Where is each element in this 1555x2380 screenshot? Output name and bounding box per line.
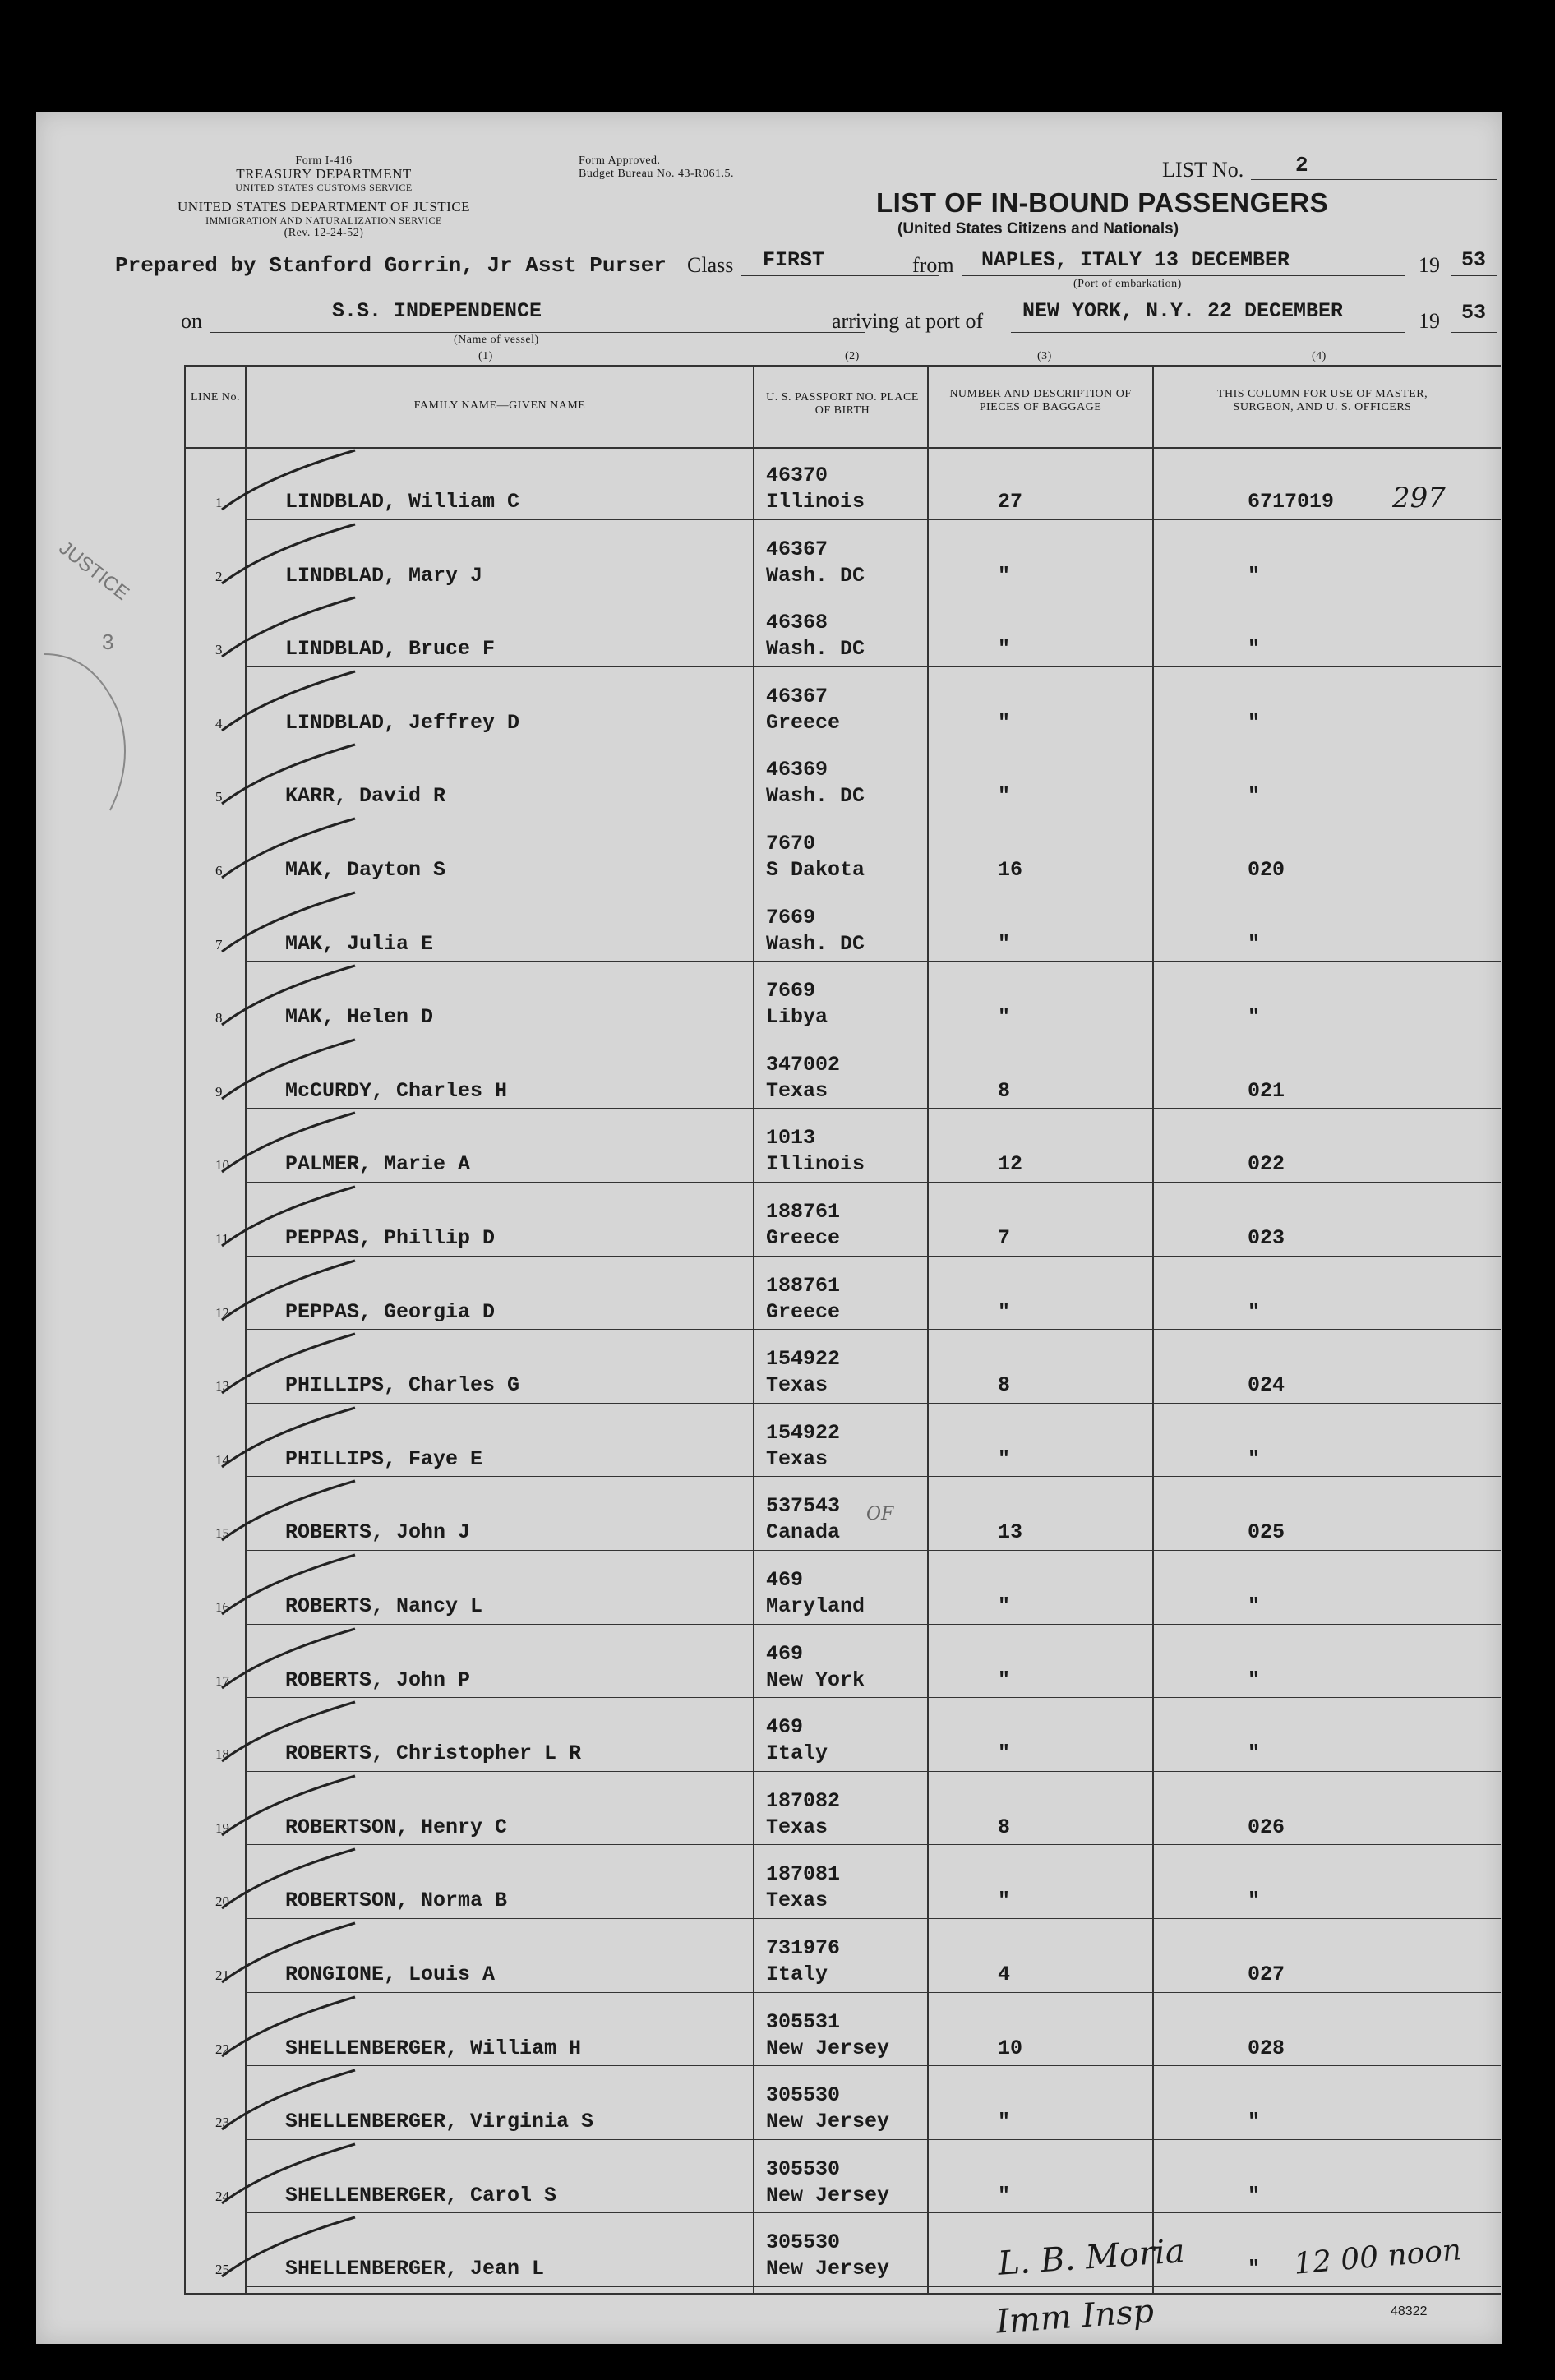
row-rule — [245, 1256, 1501, 1257]
check-mark — [215, 2064, 363, 2138]
baggage-count: " — [998, 1594, 1011, 1618]
immigration-service: IMMIGRATION AND NATURALIZATION SERVICE — [205, 214, 442, 226]
passport-number: 187082 — [766, 1788, 841, 1813]
row-rule — [245, 1844, 1501, 1845]
list-number-label: LIST No. — [1162, 158, 1244, 182]
check-mark — [215, 812, 363, 886]
year-from: 53 — [1461, 248, 1487, 272]
baggage-count: " — [998, 1667, 1011, 1692]
baggage-count: 12 — [998, 1152, 1023, 1177]
table-row — [36, 1921, 1502, 1995]
passport-number: 305530 — [766, 2156, 841, 2181]
vessel-name: S.S. INDEPENDENCE — [332, 299, 542, 323]
form-approved: Form Approved. — [579, 155, 661, 167]
table-row — [36, 1774, 1502, 1848]
passenger-name: ROBERTS, John J — [285, 1520, 471, 1545]
line-number: 14 — [215, 1451, 229, 1468]
officer-column: " — [1248, 710, 1261, 735]
passenger-name: MAK, Julia E — [285, 931, 434, 956]
row-rule — [245, 1992, 1501, 1993]
handwritten-time: 12 00 noon — [1292, 2233, 1463, 2281]
place-of-birth: Maryland — [766, 1594, 865, 1618]
passport-number: 469 — [766, 1715, 804, 1740]
from-port: NAPLES, ITALY 13 DECEMBER — [981, 248, 1290, 272]
header-officers: THIS COLUMN FOR USE OF MASTER, SURGEON, AND U. S. OFFICERS — [1216, 388, 1428, 413]
place-of-birth: Canada — [766, 1520, 841, 1545]
row-rule — [245, 2139, 1501, 2140]
arriving-underline — [1011, 332, 1405, 333]
col-number-3: (3) — [1037, 350, 1052, 362]
table-row — [36, 1406, 1502, 1480]
officer-column: 025 — [1248, 1520, 1285, 1545]
passenger-name: PEPPAS, Georgia D — [285, 1299, 496, 1324]
col-number-1: (1) — [478, 350, 493, 362]
check-mark — [215, 1327, 363, 1401]
passport-number: 347002 — [766, 1052, 841, 1077]
revision-date: (Rev. 12-24-52) — [284, 227, 364, 239]
officer-column: " — [1248, 784, 1261, 809]
passport-number: 537543 — [766, 1494, 841, 1519]
line-number: 24 — [215, 2188, 229, 2204]
officer-column: " — [1248, 1299, 1261, 1324]
place-of-birth: New Jersey — [766, 2183, 890, 2207]
officer-column: 6717019 — [1248, 490, 1335, 514]
line-number: 13 — [215, 1378, 229, 1395]
officer-column: 022 — [1248, 1152, 1285, 1177]
check-mark — [215, 2211, 363, 2285]
passport-number: 469 — [766, 1641, 804, 1666]
row-rule — [245, 2065, 1501, 2066]
line-number: 3 — [215, 642, 223, 658]
vessel-caption: (Name of vessel) — [454, 334, 539, 346]
vessel-underline — [210, 332, 865, 333]
row-rule — [245, 1182, 1501, 1183]
passport-number: 7669 — [766, 905, 816, 929]
year-prefix-arr: 19 — [1419, 309, 1440, 333]
arriving-port: NEW YORK, N.Y. 22 DECEMBER — [1022, 299, 1344, 323]
row-rule — [245, 1550, 1501, 1551]
baggage-count: 4 — [998, 1963, 1011, 1986]
baggage-count: 7 — [998, 1226, 1011, 1250]
baggage-count: 16 — [998, 858, 1023, 882]
check-mark — [215, 665, 363, 739]
table-row — [36, 1479, 1502, 1553]
row-rule — [245, 1108, 1501, 1109]
line-number: 17 — [215, 1672, 229, 1689]
page-title: LIST OF IN-BOUND PASSENGERS — [876, 187, 1329, 218]
table-row — [36, 743, 1502, 817]
table-row — [36, 670, 1502, 744]
officer-column: " — [1248, 1594, 1261, 1618]
place-of-birth: Italy — [766, 1741, 828, 1766]
passport-number: 187081 — [766, 1862, 841, 1887]
line-number: 18 — [215, 1746, 229, 1763]
row-rule — [245, 1403, 1501, 1404]
baggage-count: " — [998, 931, 1011, 956]
line-number: 21 — [215, 1967, 229, 1983]
baggage-count: 27 — [998, 490, 1023, 514]
baggage-count: 8 — [998, 1373, 1011, 1398]
manifest-page — [36, 112, 1502, 2344]
place-of-birth: Texas — [766, 1815, 828, 1839]
check-mark — [215, 2138, 363, 2212]
place-of-birth: Greece — [766, 1226, 841, 1250]
table-row — [36, 891, 1502, 965]
passport-number: 46370 — [766, 464, 828, 487]
inspector-title: Imm Insp — [994, 2292, 1156, 2341]
place-of-birth: Texas — [766, 1446, 828, 1471]
header-line-no: LINE No. — [191, 391, 240, 404]
place-of-birth: Libya — [766, 1005, 828, 1030]
passenger-name: ROBERTS, Christopher L R — [285, 1741, 582, 1766]
line-number: 2 — [215, 568, 223, 584]
baggage-count: " — [998, 1889, 1011, 1913]
arriving-label: arriving at port of — [832, 309, 984, 333]
passenger-name: PHILLIPS, Faye E — [285, 1446, 483, 1471]
table-row — [36, 1111, 1502, 1185]
class-underline — [741, 275, 939, 276]
place-of-birth: New Jersey — [766, 2257, 890, 2281]
passport-number: 305530 — [766, 2230, 841, 2255]
passenger-name: McCURDY, Charles H — [285, 1078, 508, 1103]
list-number-underline — [1251, 179, 1497, 180]
officer-column: " — [1248, 563, 1261, 588]
from-label: from — [912, 253, 954, 277]
passenger-name: ROBERTS, Nancy L — [285, 1594, 483, 1618]
baggage-count: " — [998, 710, 1011, 735]
line-number: 5 — [215, 789, 223, 805]
table-row — [36, 449, 1502, 523]
place-of-birth: New Jersey — [766, 2110, 890, 2134]
passenger-name: ROBERTSON, Norma B — [285, 1889, 508, 1913]
line-number: 11 — [215, 1231, 229, 1247]
passport-number: 731976 — [766, 1936, 841, 1960]
row-rule — [245, 1771, 1501, 1772]
check-mark — [215, 1769, 363, 1843]
check-mark — [215, 1254, 363, 1328]
passenger-name: SHELLENBERGER, William H — [285, 2036, 582, 2060]
check-mark — [215, 1401, 363, 1475]
officer-column: " — [1248, 1005, 1261, 1030]
from-underline — [962, 275, 1405, 276]
check-mark — [215, 1033, 363, 1107]
passenger-name: LINDBLAD, Bruce F — [285, 637, 496, 662]
table-row — [36, 1185, 1502, 1259]
baggage-count: " — [998, 2110, 1011, 2134]
place-of-birth: Texas — [766, 1373, 828, 1398]
header-name: FAMILY NAME—GIVEN NAME — [413, 399, 586, 412]
passport-number: 154922 — [766, 1347, 841, 1372]
table-row — [36, 2216, 1502, 2290]
passenger-name: SHELLENBERGER, Jean L — [285, 2257, 545, 2281]
passenger-name: PHILLIPS, Charles G — [285, 1373, 520, 1398]
class-label: Class — [687, 253, 734, 277]
check-mark — [215, 886, 363, 960]
port-embarkation-caption: (Port of embarkation) — [1073, 278, 1182, 290]
passenger-name: RONGIONE, Louis A — [285, 1963, 496, 1986]
justice-dept: UNITED STATES DEPARTMENT OF JUSTICE — [177, 199, 471, 214]
col-number-4: (4) — [1312, 350, 1327, 362]
customs-service: UNITED STATES CUSTOMS SERVICE — [235, 182, 413, 193]
table-row — [36, 1038, 1502, 1112]
place-of-birth: Greece — [766, 710, 841, 735]
baggage-count: " — [998, 1446, 1011, 1471]
passport-number: 1013 — [766, 1126, 816, 1151]
table-row — [36, 1627, 1502, 1701]
check-mark — [215, 959, 363, 1033]
passenger-name: ROBERTSON, Henry C — [285, 1815, 508, 1839]
officer-column: " — [1248, 1889, 1261, 1913]
passport-number: 46367 — [766, 537, 828, 561]
passenger-name: PALMER, Marie A — [285, 1152, 471, 1177]
year-arrival: 53 — [1461, 301, 1487, 325]
baggage-count: " — [998, 1005, 1011, 1030]
line-number: 22 — [215, 2041, 229, 2057]
officer-column: 028 — [1248, 2036, 1285, 2060]
table-row — [36, 964, 1502, 1038]
line-number: 7 — [215, 936, 223, 952]
table-row — [36, 817, 1502, 891]
place-of-birth: Illinois — [766, 490, 865, 514]
line-number: 19 — [215, 1820, 229, 1836]
row-rule — [245, 1624, 1501, 1625]
stamp-digit: 3 — [102, 630, 114, 654]
handwritten-note: 297 — [1392, 482, 1446, 514]
passport-number: 46367 — [766, 684, 828, 708]
col-number-2: (2) — [845, 350, 860, 362]
baggage-count: 8 — [998, 1815, 1011, 1839]
line-number: 4 — [215, 715, 223, 731]
row-rule — [245, 2286, 1501, 2287]
officer-column: 026 — [1248, 1815, 1285, 1839]
table-row — [36, 1847, 1502, 1921]
passport-number: 7669 — [766, 979, 816, 1003]
passport-number: 46369 — [766, 758, 828, 782]
passport-number: 46368 — [766, 611, 828, 635]
place-of-birth: Texas — [766, 1889, 828, 1913]
officer-column: 023 — [1248, 1226, 1285, 1250]
passport-number: 469 — [766, 1568, 804, 1592]
row-rule — [245, 666, 1501, 667]
budget-bureau: Budget Bureau No. 43-R061.5. — [579, 168, 734, 180]
place-of-birth: S Dakota — [766, 858, 865, 882]
officer-column: " — [1248, 2183, 1261, 2207]
place-of-birth: Wash. DC — [766, 637, 865, 662]
line-number: 10 — [215, 1157, 229, 1174]
table-row — [36, 1995, 1502, 2069]
line-number: 25 — [215, 2262, 229, 2278]
officer-column: 020 — [1248, 858, 1285, 882]
form-approved-block — [579, 155, 734, 181]
baggage-count: " — [998, 1741, 1011, 1766]
passport-number: 7670 — [766, 832, 816, 856]
check-mark — [215, 1916, 363, 1990]
check-mark — [215, 1474, 363, 1548]
form-header-left — [159, 155, 488, 240]
passenger-name: SHELLENBERGER, Virginia S — [285, 2110, 594, 2134]
row-rule — [245, 1918, 1501, 1919]
table-bottom-border — [184, 2293, 1501, 2295]
officer-column: " — [1248, 1446, 1261, 1471]
passport-number: 305530 — [766, 2083, 841, 2108]
baggage-count: " — [998, 563, 1011, 588]
passenger-name: MAK, Helen D — [285, 1005, 434, 1030]
table-row — [36, 2142, 1502, 2216]
place-of-birth: New York — [766, 1667, 865, 1692]
stamp-text: JUSTICE — [54, 537, 134, 606]
treasury-dept: TREASURY DEPARTMENT — [236, 166, 412, 182]
check-mark — [215, 1548, 363, 1622]
row-rule — [245, 1476, 1501, 1477]
table-row — [36, 1259, 1502, 1333]
officer-column: 024 — [1248, 1373, 1285, 1398]
place-of-birth: Illinois — [766, 1152, 865, 1177]
place-of-birth: Wash. DC — [766, 784, 865, 809]
check-mark — [215, 1622, 363, 1696]
officer-column: 021 — [1248, 1078, 1285, 1103]
line-number: 15 — [215, 1525, 229, 1542]
header-passport: U. S. PASSPORT NO. PLACE OF BIRTH — [766, 391, 919, 417]
table-top-border — [184, 365, 1501, 367]
place-of-birth: Wash. DC — [766, 931, 865, 956]
baggage-count: " — [998, 637, 1011, 662]
line-number: 12 — [215, 1304, 229, 1321]
passenger-name: ROBERTS, John P — [285, 1667, 471, 1692]
check-mark — [215, 591, 363, 665]
passport-number: 188761 — [766, 1200, 841, 1224]
check-mark — [215, 518, 363, 592]
year-from-underline — [1451, 275, 1497, 276]
footer-code: 48322 — [1391, 2304, 1428, 2318]
passport-number: 154922 — [766, 1420, 841, 1445]
row-rule — [245, 1329, 1501, 1330]
year-prefix-from: 19 — [1419, 253, 1440, 277]
check-mark — [215, 738, 363, 812]
passport-number: 188761 — [766, 1273, 841, 1298]
baggage-count: 13 — [998, 1520, 1023, 1545]
baggage-count: 8 — [998, 1078, 1011, 1103]
header-baggage: NUMBER AND DESCRIPTION OF PIECES OF BAGGAGE — [949, 388, 1132, 413]
table-row — [36, 1332, 1502, 1406]
check-mark — [215, 1695, 363, 1769]
baggage-count: " — [998, 784, 1011, 809]
table-row — [36, 523, 1502, 597]
row-rule — [245, 519, 1501, 520]
list-number: 2 — [1295, 153, 1308, 178]
place-of-birth: Wash. DC — [766, 563, 865, 588]
passenger-name: SHELLENBERGER, Carol S — [285, 2183, 557, 2207]
passenger-name: MAK, Dayton S — [285, 858, 446, 882]
officer-column: " — [1248, 931, 1261, 956]
line-number: 23 — [215, 2115, 229, 2131]
officer-column: " — [1248, 637, 1261, 662]
line-number: 6 — [215, 863, 223, 879]
passenger-name: LINDBLAD, Mary J — [285, 563, 483, 588]
officer-column: " — [1248, 1741, 1261, 1766]
check-mark — [215, 1843, 363, 1916]
row-rule — [245, 1697, 1501, 1698]
place-of-birth: Greece — [766, 1299, 841, 1324]
handwritten-note: OF — [866, 1504, 894, 1525]
table-row — [36, 1700, 1502, 1774]
line-number: 20 — [215, 1893, 229, 1910]
inspector-signature: L. B. Moria — [996, 2232, 1186, 2283]
check-mark — [215, 1106, 363, 1180]
page-subtitle: (United States Citizens and Nationals) — [897, 220, 1179, 238]
line-number: 9 — [215, 1083, 223, 1100]
place-of-birth: Italy — [766, 1963, 828, 1986]
table-row — [36, 2069, 1502, 2142]
baggage-count: 10 — [998, 2036, 1023, 2060]
line-number: 8 — [215, 1010, 223, 1026]
officer-column: 027 — [1248, 1963, 1285, 1986]
passenger-name: LINDBLAD, William C — [285, 490, 520, 514]
table-row — [36, 596, 1502, 670]
place-of-birth: Texas — [766, 1078, 828, 1103]
place-of-birth: New Jersey — [766, 2036, 890, 2060]
check-mark — [215, 1180, 363, 1254]
prepared-by: Prepared by Stanford Gorrin, Jr Asst Purser — [115, 253, 667, 278]
form-number: Form I-416 — [295, 155, 353, 167]
row-rule — [245, 2212, 1501, 2213]
passenger-name: PEPPAS, Phillip D — [285, 1226, 496, 1250]
line-number: 16 — [215, 1599, 229, 1615]
line-number: 1 — [215, 495, 223, 510]
row-rule — [245, 961, 1501, 962]
baggage-count: " — [998, 1299, 1011, 1324]
passenger-name: KARR, David R — [285, 784, 446, 809]
check-mark — [215, 1990, 363, 2064]
officer-column: " — [1248, 1667, 1261, 1692]
passport-number: 305531 — [766, 2009, 841, 2034]
passenger-name: LINDBLAD, Jeffrey D — [285, 710, 520, 735]
officer-column: " — [1248, 2110, 1261, 2134]
on-label: on — [181, 309, 202, 333]
check-mark — [215, 444, 363, 518]
table-row — [36, 1553, 1502, 1627]
officer-column: " — [1248, 2257, 1261, 2281]
baggage-count: " — [998, 2183, 1011, 2207]
year-arr-underline — [1451, 332, 1497, 333]
class-value: FIRST — [763, 248, 825, 272]
